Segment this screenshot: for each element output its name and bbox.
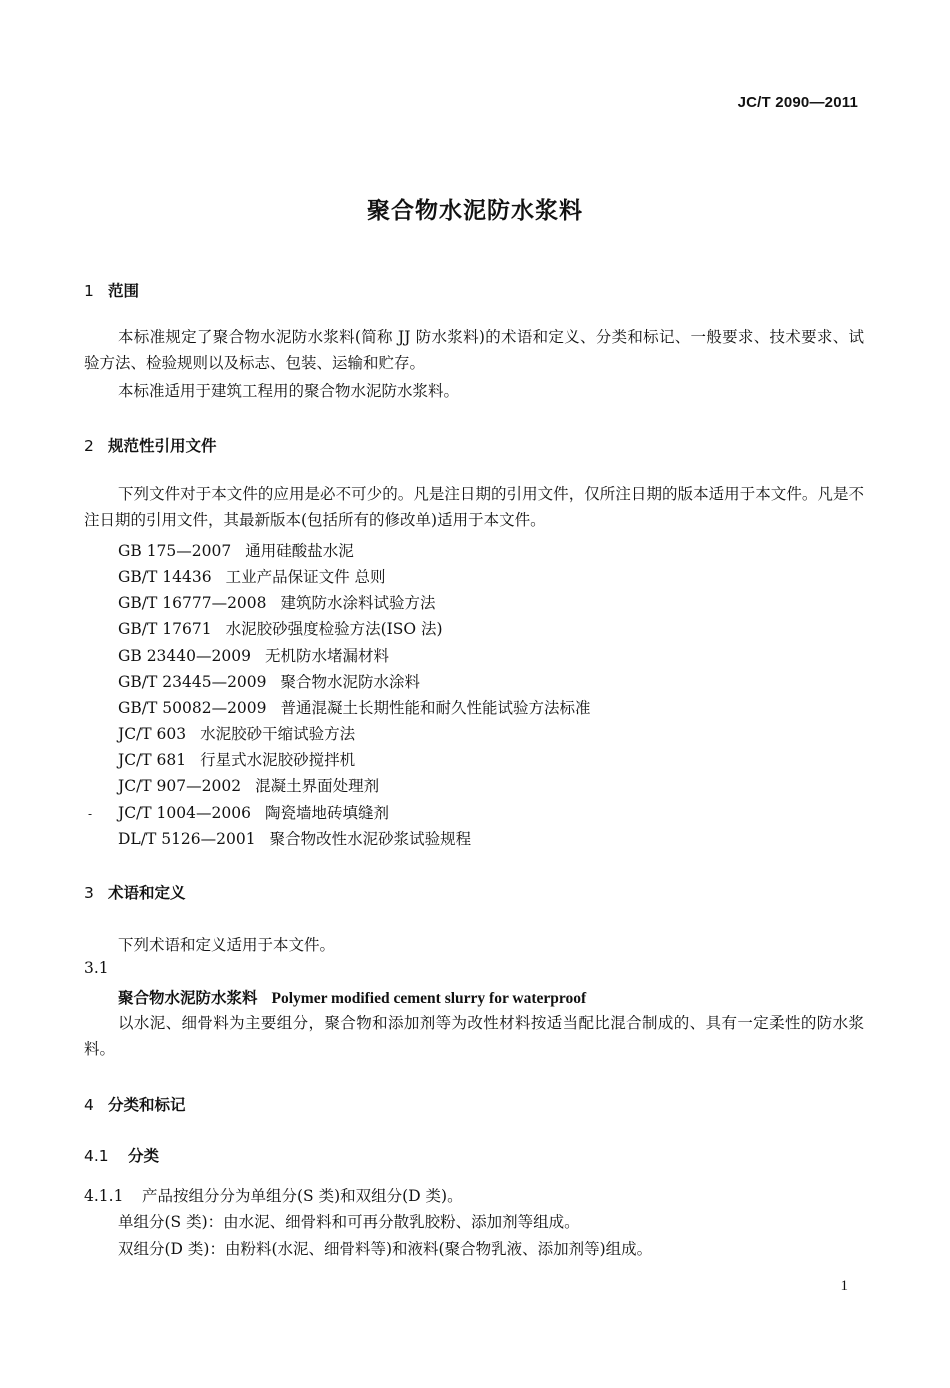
subsection-title: 分类 (128, 1147, 160, 1165)
standard-code: JC/T 2090—2011 (737, 94, 858, 111)
reference-item (118, 644, 389, 666)
document-title: 聚合物水泥防水浆料 (367, 198, 583, 224)
reference-code: JC/T 681 (118, 751, 187, 769)
d-type-description: 双组分(D 类)：由粉料(水泥、细骨料等)和液料(聚合物乳液、添加剂等)组成。 (118, 1240, 653, 1258)
reference-name: 水泥胶砂强度检验方法(ISO 法) (225, 620, 443, 638)
section-title: 术语和定义 (108, 884, 186, 902)
reference-code: GB/T 16777—2008 (118, 594, 267, 612)
term-number: 3.1 (84, 959, 109, 977)
reference-item (118, 617, 443, 639)
clause-number: 4.1.1 (84, 1187, 124, 1205)
reference-name: 陶瓷墙地砖填缝剂 (264, 804, 389, 822)
section-number: 1 (84, 282, 94, 300)
page-number: 1 (840, 1278, 848, 1294)
reference-name: 普通混凝土长期性能和耐久性能试验方法标准 (280, 699, 591, 717)
reference-name: 行星式水泥胶砂搅拌机 (200, 751, 356, 769)
section-number: 3 (84, 884, 94, 902)
reference-code: JC/T 603 (118, 725, 187, 743)
section-1-heading (84, 279, 139, 301)
reference-code: GB/T 14436 (118, 568, 212, 586)
reference-name: 无机防水堵漏材料 (264, 647, 389, 665)
reference-item (118, 827, 471, 849)
term-chinese: 聚合物水泥防水浆料 (118, 989, 258, 1007)
reference-code: GB/T 50082—2009 (118, 699, 267, 717)
reference-item (118, 801, 389, 823)
s-type-description: 单组分(S 类)：由水泥、细骨料和可再分散乳胶粉、添加剂等组成。 (118, 1213, 580, 1231)
scope-applicability: 本标准适用于建筑工程用的聚合物水泥防水浆料。 (118, 382, 460, 400)
section-title: 规范性引用文件 (108, 437, 217, 455)
section-title: 分类和标记 (108, 1096, 186, 1114)
reference-item (118, 722, 355, 744)
reference-code: DL/T 5126—2001 (118, 830, 256, 848)
reference-name: 混凝土界面处理剂 (255, 777, 380, 795)
section-number: 4 (84, 1096, 94, 1114)
section-4-heading (84, 1093, 186, 1115)
reference-item (118, 670, 420, 692)
reference-code: GB/T 17671 (118, 620, 212, 638)
section-3-heading (84, 881, 186, 903)
reference-item (118, 539, 354, 561)
terms-intro: 下列术语和定义适用于本文件。 (118, 936, 336, 954)
section-title: 范围 (108, 282, 140, 300)
subsection-4-1-heading (84, 1144, 159, 1166)
reference-code: JC/T 1004—2006 (118, 804, 251, 822)
reference-name: 聚合物改性水泥砂浆试验规程 (269, 830, 472, 848)
reference-code: GB/T 23445—2009 (118, 673, 267, 691)
reference-name: 通用硅酸盐水泥 (245, 542, 354, 560)
reference-name: 工业产品保证文件 总则 (225, 568, 386, 586)
references-intro: 下列文件对于本文件的应用是必不可少的。凡是注日期的引用文件，仅所注日期的版本适用于本文件。凡是不注日期的引用文件，其最新版本(包括所有的修改单)适用于本文件。 (84, 485, 864, 529)
subsection-number: 4.1 (84, 1147, 109, 1165)
term-definition: 以水泥、细骨料为主要组分，聚合物和添加剂等为改性材料按适当配比混合制成的、具有一定柔性的防水浆料。 (84, 1014, 864, 1058)
term-heading (118, 986, 586, 1008)
section-number: 2 (84, 437, 94, 455)
reference-code: GB 175—2007 (118, 542, 232, 560)
scan-speck: - (88, 807, 93, 821)
clause-4-1-1 (84, 1184, 463, 1206)
reference-code: JC/T 907—2002 (118, 777, 242, 795)
reference-item (118, 774, 379, 796)
reference-name: 水泥胶砂干缩试验方法 (200, 725, 356, 743)
reference-name: 聚合物水泥防水涂料 (280, 673, 421, 691)
reference-item (118, 591, 436, 613)
section-2-heading (84, 434, 217, 456)
clause-text: 产品按组分分为单组分(S 类)和双组分(D 类)。 (142, 1187, 463, 1205)
reference-name: 建筑防水涂料试验方法 (280, 594, 436, 612)
term-english: Polymer modified cement slurry for waterproof (271, 990, 587, 1007)
reference-item (118, 696, 591, 718)
scope-paragraph: 本标准规定了聚合物水泥防水浆料(简称 JJ 防水浆料)的术语和定义、分类和标记、一般要求、技术要求、试验方法、检验规则以及标志、包装、运输和贮存。 (84, 328, 864, 372)
reference-item (118, 565, 386, 587)
reference-code: GB 23440—2009 (118, 647, 251, 665)
reference-item (118, 748, 355, 770)
